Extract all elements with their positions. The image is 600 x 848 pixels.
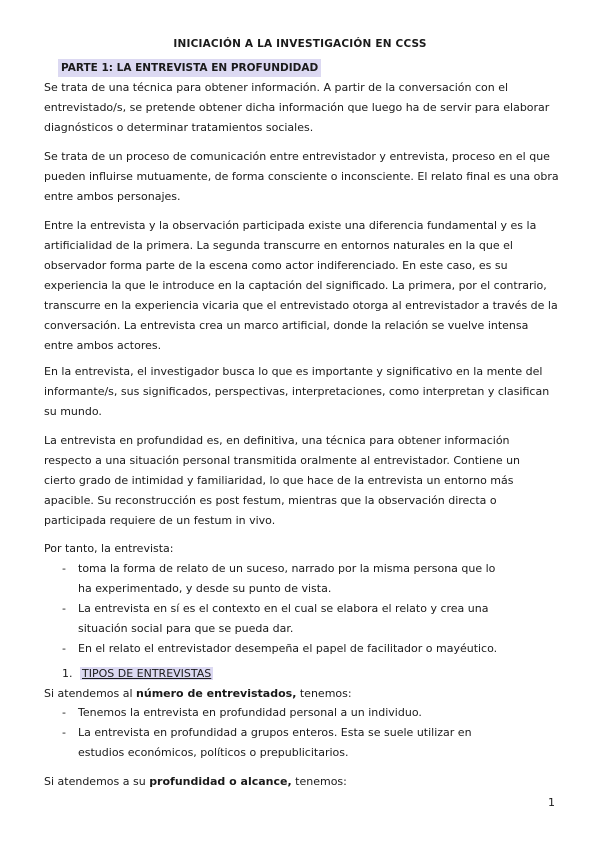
- paragraph-line: Se trata de un proceso de comunicación entre entrevistador y entrevista, proceso en el que: [44, 150, 550, 163]
- list-item-line: toma la forma de relato de un suceso, narrado por la misma persona que lo: [78, 562, 496, 575]
- list-item-line: estudios económicos, políticos o prepublicitarios.: [78, 746, 349, 759]
- paragraph-line: entre ambos personajes.: [44, 190, 181, 203]
- paragraph-1: [44, 78, 564, 138]
- paragraph-line: entre ambos actores.: [44, 339, 162, 352]
- paragraph-line: participada requiere de un festum in vivo.: [44, 514, 276, 527]
- paragraph-line: respecto a una situación personal transmitida oralmente al entrevistador. Contiene un: [44, 454, 521, 467]
- list-item: [62, 639, 532, 659]
- paragraph-line: La entrevista en profundidad es, en definitiva, una técnica para obtener información: [44, 434, 510, 447]
- paragraph-line: su mundo.: [44, 405, 102, 418]
- list-item-line: La entrevista en sí es el contexto en el cual se elabora el relato y crea una: [78, 602, 489, 615]
- paragraph-3: [44, 216, 564, 356]
- paragraph-4: [44, 362, 564, 422]
- paragraph-line: Entre la entrevista y la observación participada existe una diferencia fundamental y es la: [44, 219, 537, 232]
- intro-number-line: [44, 684, 564, 704]
- list-item-line: En el relato el entrevistador desempeña el papel de facilitador o mayéutico.: [78, 642, 498, 655]
- paragraph-line: conversación. La entrevista crea un marco artificial, donde la relación se vuelve intensa: [44, 319, 529, 332]
- intro-depth-after: tenemos:: [291, 775, 347, 788]
- section-title: TIPOS DE ENTREVISTAS: [82, 667, 212, 680]
- part-heading: PARTE 1: LA ENTREVISTA EN PROFUNDIDAD: [58, 59, 321, 77]
- paragraph-line: transcurre en la experiencia vicaria que el entrevistado otorga al entrevistador a través de la: [44, 299, 558, 312]
- paragraph-line: artificialidad de la primera. La segunda transcurre en entornos naturales en la que el: [44, 239, 513, 252]
- list-item-line: situación social para que se pueda dar.: [78, 622, 294, 635]
- intro-depth-paragraph: [44, 772, 564, 792]
- paragraph-line: En la entrevista, el investigador busca lo que es importante y significativo en la mente del: [44, 365, 543, 378]
- section-number: 1.: [62, 667, 73, 680]
- intro-number-after: tenemos:: [296, 687, 352, 700]
- dash-marker: -: [62, 602, 66, 615]
- intro-number-bold: número de entrevistados,: [136, 687, 297, 700]
- paragraph-line: pueden influirse mutuamente, de forma consciente o inconsciente. El relato final es una obra: [44, 170, 559, 183]
- paragraph-5: [44, 431, 564, 531]
- section-heading: [62, 665, 213, 683]
- list-item: [62, 703, 532, 723]
- intro-depth-line: [44, 772, 564, 792]
- list-item-line: La entrevista en profundidad a grupos enteros. Esta se suele utilizar en: [78, 726, 472, 739]
- intro-number-before: Si atendemos al: [44, 687, 137, 700]
- intro-number-paragraph: [44, 684, 564, 704]
- paragraph-line: apacible. Su reconstrucción es post festum, mientras que la observación directa o: [44, 494, 497, 507]
- page-number: 1: [548, 796, 555, 809]
- paragraph-line: diagnósticos o determinar tratamientos sociales.: [44, 121, 314, 134]
- bullet-list-1: [62, 559, 532, 659]
- document-title: INICIACIÓN A LA INVESTIGACIÓN EN CCSS: [173, 38, 427, 50]
- paragraph-6: [44, 539, 564, 559]
- paragraph-2: [44, 147, 564, 207]
- dash-marker: -: [62, 726, 66, 739]
- paragraph-line: Se trata de una técnica para obtener información. A partir de la conversación con el: [44, 81, 509, 94]
- paragraph-line: informante/s, sus significados, perspectivas, interpretaciones, como interpretan y clasifican: [44, 385, 550, 398]
- intro-depth-before: Si atendemos a su: [44, 775, 150, 788]
- list-item-line: Tenemos la entrevista en profundidad personal a un individuo.: [78, 706, 422, 719]
- list-item-line: ha experimentado, y desde su punto de vista.: [78, 582, 332, 595]
- paragraph-line: Por tanto, la entrevista:: [44, 542, 174, 555]
- intro-depth-bold: profundidad o alcance,: [149, 775, 292, 788]
- list-item: [62, 559, 532, 599]
- paragraph-line: entrevistado/s, se pretende obtener dicha información que luego ha de servir para elaborar: [44, 101, 550, 114]
- bullet-list-2: [62, 703, 532, 763]
- paragraph-line: observador forma parte de la escena como actor indiferenciado. En este caso, es su: [44, 259, 508, 272]
- dash-marker: -: [62, 642, 66, 655]
- paragraph-line: experiencia la que le introduce en la captación del significado. La primera, por el contrario,: [44, 279, 547, 292]
- list-item: [62, 723, 532, 763]
- list-item: [62, 599, 532, 639]
- dash-marker: -: [62, 706, 66, 719]
- paragraph-line: cierto grado de intimidad y familiaridad, lo que hace de la entrevista un entorno más: [44, 474, 514, 487]
- dash-marker: -: [62, 562, 66, 575]
